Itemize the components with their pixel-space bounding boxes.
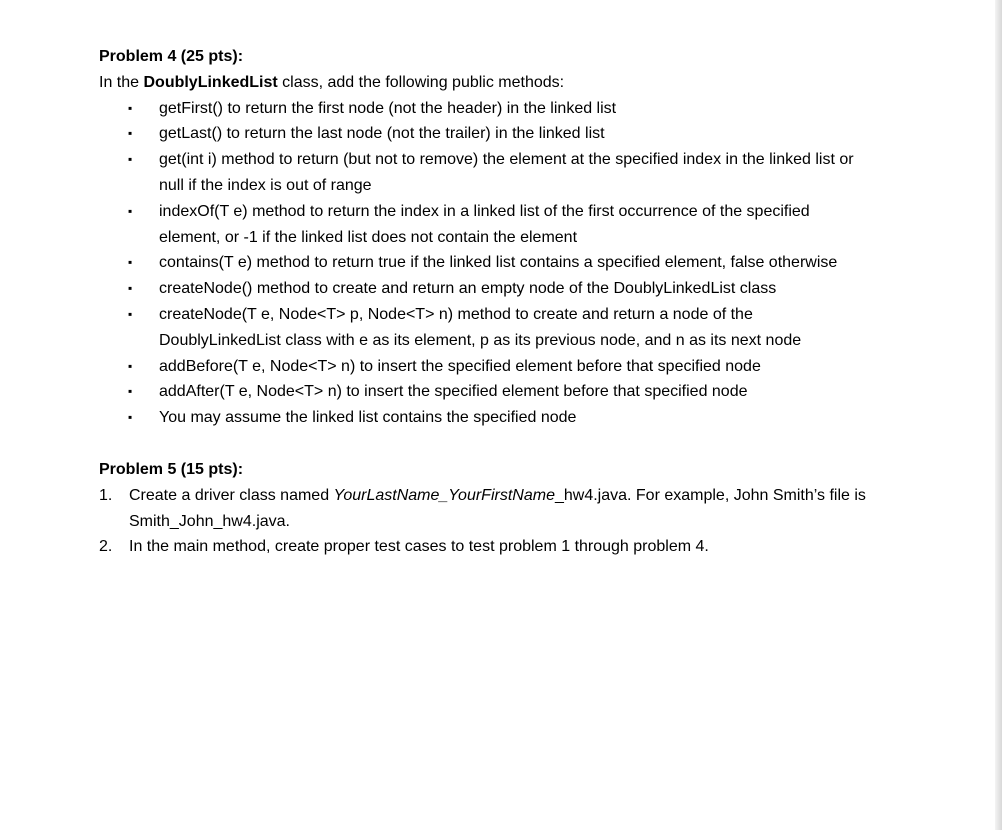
item-text: createNode() method to create and return an empty node of the DoublyLinkedList class <box>159 280 777 298</box>
step-suffix: _hw4.java. For example, John Smith’s file is Smith_John_hw4.java. <box>129 486 866 530</box>
list-item <box>99 405 869 431</box>
method-list <box>99 96 979 431</box>
bullet-icon: ▪ <box>128 358 133 373</box>
list-item <box>99 147 869 199</box>
item-text: getLast() to return the last node (not the trailer) in the linked list <box>159 125 605 143</box>
list-item <box>99 534 889 560</box>
item-text: addAfter(T e, Node<T> n) to insert the specified element before that specified node <box>159 383 748 401</box>
bullet-icon: ▪ <box>128 203 133 218</box>
item-text: contains(T e) method to return true if the linked list contains a specified element, false otherwise <box>159 254 838 272</box>
intro-prefix: In the <box>99 73 144 91</box>
item-text: indexOf(T e) method to return the index in a linked list of the first occurrence of the specified element, or -1 if the linked list does not contain the element <box>159 202 810 246</box>
item-text: getFirst() to return the first node (not the header) in the linked list <box>159 99 617 117</box>
page-edge-shadow <box>995 0 1002 830</box>
step-prefix: Create a driver class named <box>129 486 334 504</box>
list-item <box>99 379 869 405</box>
bullet-icon: ▪ <box>128 100 133 115</box>
bullet-icon: ▪ <box>128 410 133 425</box>
list-item <box>99 96 869 122</box>
list-item <box>99 250 869 276</box>
bullet-icon: ▪ <box>128 281 133 296</box>
list-item <box>99 276 869 302</box>
item-text: You may assume the linked list contains the specified node <box>159 409 577 427</box>
problem4-heading: Problem 4 (25 pts): <box>99 48 244 65</box>
list-item <box>99 483 889 535</box>
bullet-icon: ▪ <box>128 306 133 321</box>
step-number: 1. <box>99 486 113 504</box>
item-text: get(int i) method to return (but not to remove) the element at the specified index in the linked list or null if the index is out of range <box>159 151 854 194</box>
list-item <box>99 121 869 147</box>
step-number: 2. <box>99 538 113 556</box>
step-italic-filename: YourLastName_YourFirstName <box>333 486 555 504</box>
section-spacer <box>99 431 979 457</box>
document-body <box>99 44 979 560</box>
bullet-icon: ▪ <box>128 255 133 270</box>
list-item <box>99 354 869 380</box>
list-item <box>99 302 869 354</box>
bullet-icon: ▪ <box>128 384 133 399</box>
item-text: addBefore(T e, Node<T> n) to insert the specified element before that specified node <box>159 357 761 375</box>
intro-class-name: DoublyLinkedList <box>143 73 278 91</box>
list-item <box>99 199 869 251</box>
problem5-heading: Problem 5 (15 pts): <box>99 460 244 478</box>
intro-suffix: class, add the following public methods: <box>277 73 565 91</box>
bullet-icon: ▪ <box>128 152 133 167</box>
step-text: In the main method, create proper test cases to test problem 1 through problem 4. <box>129 538 709 556</box>
problem4-intro <box>99 70 979 96</box>
step-list <box>99 483 979 560</box>
item-text: createNode(T e, Node<T> p, Node<T> n) method to create and return a node of the DoublyLinkedList class with e as its element, p as its previous node, and n as its next node <box>159 305 802 349</box>
bullet-icon: ▪ <box>128 126 133 141</box>
